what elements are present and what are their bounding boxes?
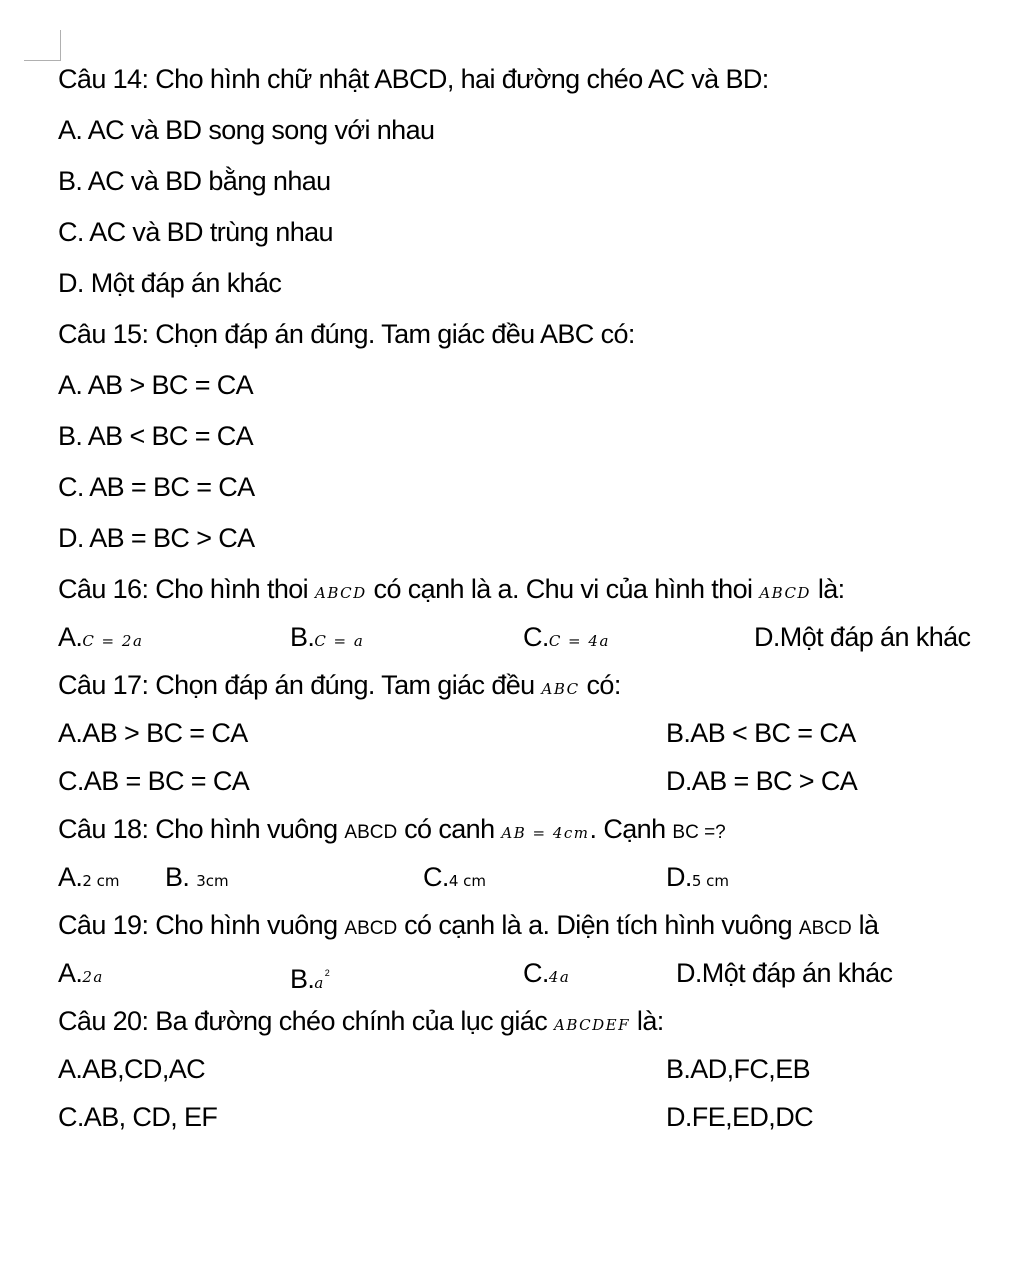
q16-stem-part1: Câu 16: Cho hình thoi (58, 574, 309, 604)
q20-stem-part2: là: (636, 1006, 664, 1036)
q18-stem-part3: . Cạnh (589, 814, 666, 844)
q16-stem-part2: có cạnh là a. Chu vi của hình thoi (373, 574, 753, 604)
q19-stem-part3: là (858, 910, 879, 940)
q16-option-d: D.Một đáp án khác (754, 622, 971, 652)
q17-option-c: C.AB = BC = CA (58, 766, 250, 796)
q18-stem (58, 812, 1008, 860)
q16-stem (58, 572, 1008, 620)
quiz-page (58, 62, 1008, 1148)
q20-option-b: B.AD,FC,EB (666, 1054, 811, 1084)
q16-option-b: B.C = a (290, 622, 365, 652)
q16-shape: ABCD (315, 584, 367, 602)
q19-shape-repeat: ABCD (798, 918, 852, 939)
q19-shape: ABCD (344, 918, 398, 939)
q18-ask: BC =? (672, 822, 726, 843)
q17-options-row-2 (58, 764, 1008, 812)
q18-stem-part2: có canh (404, 814, 495, 844)
q17-option-b: B.AB < BC = CA (666, 718, 856, 748)
q15-option-b: B. AB < BC = CA (58, 421, 254, 451)
q18-options-row (58, 860, 1008, 908)
q19-option-b: $B.a^2$ (290, 964, 330, 994)
q20-shape: ABCDEF (554, 1016, 631, 1034)
q16-stem-part3: là: (817, 574, 845, 604)
q17-stem-part1: Câu 17: Chọn đáp án đúng. Tam giác đều (58, 670, 535, 700)
q14-option-d: D. Một đáp án khác (58, 268, 282, 298)
q16-options-row (58, 620, 1008, 668)
q19-options-row (58, 956, 1008, 1004)
q19-stem-part1: Câu 19: Cho hình vuông (58, 910, 338, 940)
q20-options-row-2 (58, 1100, 1008, 1148)
q17-option-d: D.AB = BC > CA (666, 766, 858, 796)
q15-option-c: C. AB = BC = CA (58, 472, 255, 502)
q18-shape: ABCD (344, 822, 398, 843)
q20-stem (58, 1004, 1008, 1052)
q17-stem (58, 668, 1008, 716)
q18-option-a: A.2 cm (58, 862, 120, 892)
q19-stem (58, 908, 1008, 956)
q18-option-c: C.4 cm (423, 862, 486, 892)
q15-stem: Câu 15: Chọn đáp án đúng. Tam giác đều ABC có: (58, 319, 635, 349)
q20-option-a: A.AB,CD,AC (58, 1054, 206, 1084)
q17-option-a: A.AB > BC = CA (58, 718, 248, 748)
q17-shape: ABC (541, 680, 580, 698)
q14-option-b: B. AC và BD bằng nhau (58, 166, 331, 196)
q16-shape-repeat: ABCD (759, 584, 811, 602)
q18-option-d: D.5 cm (666, 862, 729, 892)
q16-option-a: A.C = 2a (58, 622, 144, 652)
q17-stem-part2: có: (586, 670, 621, 700)
q18-stem-part1: Câu 18: Cho hình vuông (58, 814, 338, 844)
q14-stem: Câu 14: Cho hình chữ nhật ABCD, hai đường chéo AC và BD: (58, 64, 769, 94)
q16-option-c: C.C = 4a (523, 622, 610, 652)
q17-options-row-1 (58, 716, 1008, 764)
q19-option-c: C.4a (523, 958, 571, 988)
page-corner-mark (24, 30, 61, 61)
q19-stem-part2: có cạnh là a. Diện tích hình vuông (404, 910, 792, 940)
q15-option-d: D. AB = BC > CA (58, 523, 255, 553)
q18-option-b: B. 3cm (165, 862, 229, 892)
q14-option-a: A. AC và BD song song với nhau (58, 115, 435, 145)
q19-option-d: D.Một đáp án khác (676, 958, 893, 988)
q18-given: AB = 4cm (501, 824, 590, 842)
q20-option-d: D.FE,ED,DC (666, 1102, 814, 1132)
q20-options-row-1 (58, 1052, 1008, 1100)
q20-option-c: C.AB, CD, EF (58, 1102, 218, 1132)
q14-option-c: C. AC và BD trùng nhau (58, 217, 333, 247)
q20-stem-part1: Câu 20: Ba đường chéo chính của lục giác (58, 1006, 548, 1036)
q19-option-a: A.2a (58, 958, 104, 988)
q15-option-a: A. AB > BC = CA (58, 370, 254, 400)
